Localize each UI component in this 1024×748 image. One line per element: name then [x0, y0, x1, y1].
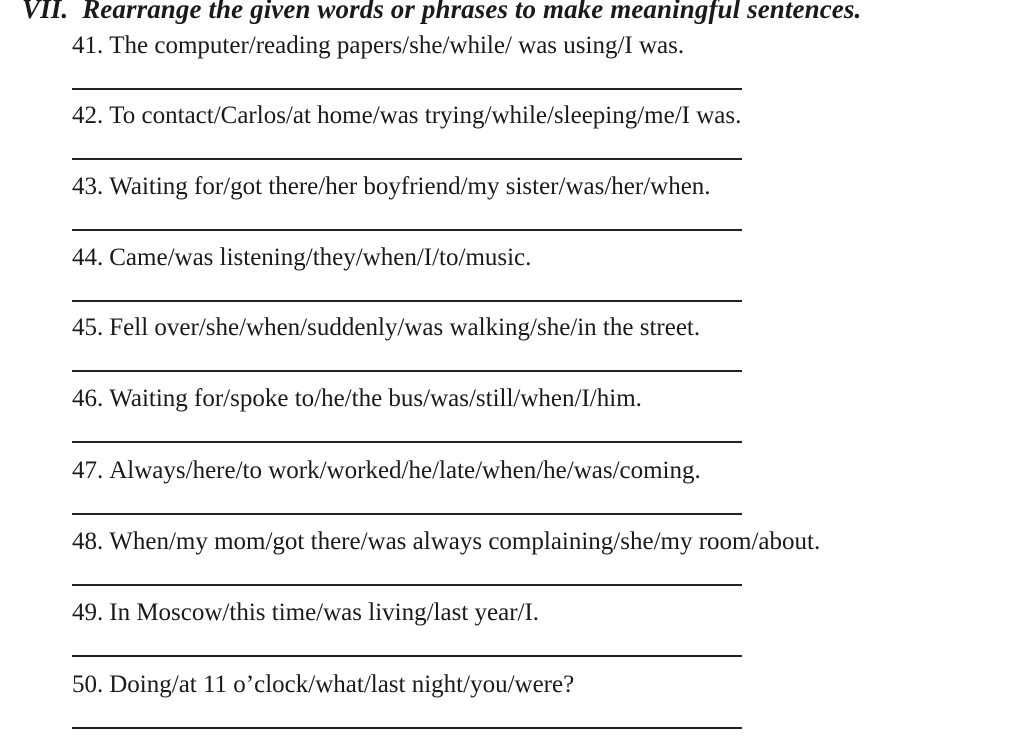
item-words: To contact/Carlos/at home/was trying/while/sleeping/me/I was. — [109, 102, 742, 129]
exercise-prompt — [72, 527, 820, 557]
section-title: Rearrange the given words or phrases to make meaningful sentences. — [82, 0, 862, 24]
item-words: Waiting for/spoke to/he/the bus/was/still/when/I/him. — [109, 385, 642, 412]
item-number: 43. — [72, 173, 104, 200]
answer-line[interactable] — [72, 441, 742, 443]
answer-line[interactable] — [72, 229, 742, 231]
item-number: 45. — [72, 314, 104, 341]
item-number: 42. — [72, 102, 104, 129]
exercise-prompt — [72, 313, 700, 343]
item-words: Doing/at 11 o’clock/what/last night/you/were? — [109, 671, 575, 698]
answer-line[interactable] — [72, 584, 742, 586]
item-number: 48. — [72, 528, 104, 555]
exercise-prompt — [72, 456, 701, 486]
answer-line[interactable] — [72, 88, 742, 90]
exercise-prompt — [72, 243, 531, 273]
item-number: 46. — [72, 385, 104, 412]
item-number: 49. — [72, 599, 104, 626]
exercise-prompt — [72, 670, 574, 700]
item-words: Always/here/to work/worked/he/late/when/he/was/coming. — [109, 457, 701, 484]
exercise-prompt — [72, 101, 741, 131]
answer-line[interactable] — [72, 655, 742, 657]
section-number: VII. — [22, 0, 69, 24]
item-words: The computer/reading papers/she/while/ was using/I was. — [109, 32, 685, 59]
answer-line[interactable] — [72, 158, 742, 160]
item-number: 41. — [72, 32, 104, 59]
item-number: 50. — [72, 671, 104, 698]
exercise-prompt — [72, 31, 684, 61]
section-heading — [22, 0, 861, 25]
exercise-prompt — [72, 172, 711, 202]
exercise-prompt — [72, 384, 642, 414]
item-number: 47. — [72, 457, 104, 484]
item-words: In Moscow/this time/was living/last year/I. — [109, 599, 540, 626]
item-words: Came/was listening/they/when/I/to/music. — [109, 244, 532, 271]
item-words: Fell over/she/when/suddenly/was walking/she/in the street. — [109, 314, 701, 341]
answer-line[interactable] — [72, 727, 742, 729]
answer-line[interactable] — [72, 370, 742, 372]
item-words: Waiting for/got there/her boyfriend/my sister/was/her/when. — [109, 173, 711, 200]
exercise-prompt — [72, 598, 539, 628]
answer-line[interactable] — [72, 300, 742, 302]
item-words: When/my mom/got there/was always complaining/she/my room/about. — [109, 528, 821, 555]
answer-line[interactable] — [72, 513, 742, 515]
item-number: 44. — [72, 244, 104, 271]
